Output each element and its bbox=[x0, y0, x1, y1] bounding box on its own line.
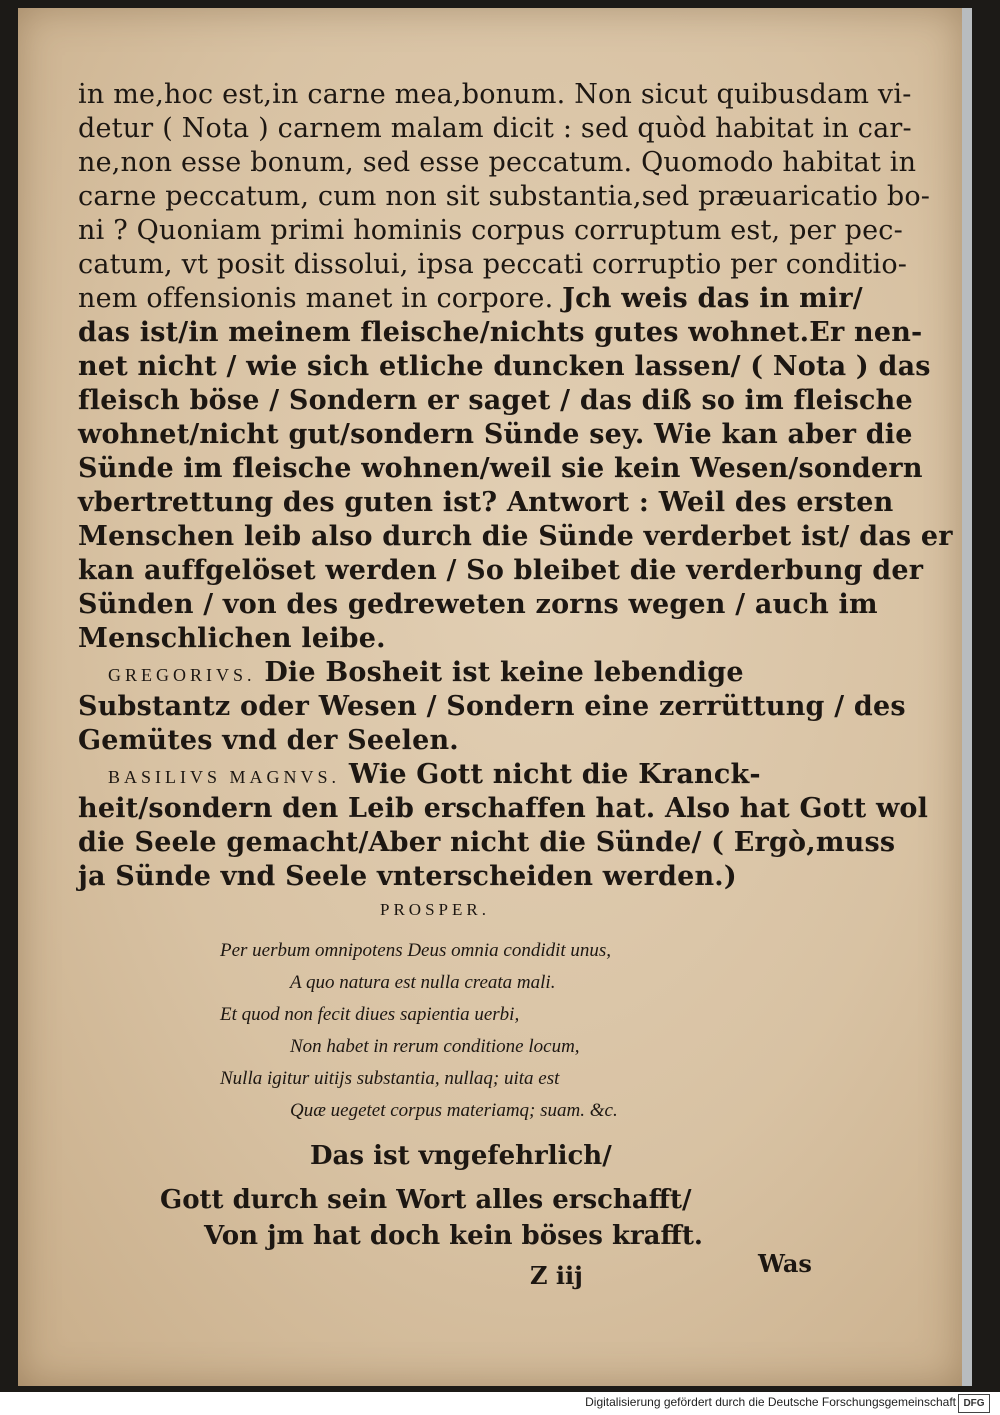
text-line: carne peccatum, cum non sit substantia,sed præuaricatio bo‐ bbox=[78, 181, 931, 212]
text-line: Sünde im fleische wohnen/weil sie kein Wesen/sondern bbox=[78, 453, 923, 484]
author-name: GREGORIVS. bbox=[108, 665, 256, 685]
latin-fragment: nem offensionis manet in corpore. bbox=[78, 283, 554, 314]
text-line: kan auffgelöset werden / So bleibet die verderbung der bbox=[78, 555, 924, 586]
quote-text: Die Bosheit ist keine lebendige bbox=[264, 657, 744, 688]
dfg-logo-icon: DFG bbox=[958, 1394, 990, 1413]
verse-line: Gott durch sein Wort alles erschafft/ bbox=[160, 1185, 692, 1215]
text-line: vbertrettung des guten ist? Antwort : Weil des ersten bbox=[78, 487, 894, 518]
footer-bar bbox=[0, 1392, 1000, 1415]
basilius-line bbox=[108, 758, 878, 794]
text-line: in me,hoc est,in carne mea,bonum. Non sicut quibusdam vi‐ bbox=[78, 79, 912, 110]
german-fragment: Jch weis das in mir/ bbox=[562, 283, 863, 314]
text-line bbox=[78, 282, 863, 316]
text-line: ne,non esse bonum, sed esse peccatum. Quomodo habitat in bbox=[78, 147, 917, 178]
text-line: ni ? Quoniam primi hominis corpus corruptum est, per pec‐ bbox=[78, 215, 903, 246]
quote-text: Wie Gott nicht die Kranck‐ bbox=[348, 759, 761, 790]
text-line: catum, vt posit dissolui, ipsa peccati corruptio per conditio‐ bbox=[78, 249, 908, 280]
gregorius-line bbox=[108, 656, 878, 692]
text-line: die Seele gemacht/Aber nicht die Sünde/ ( Ergò,muss bbox=[78, 827, 896, 858]
verse-line: Non habet in rerum conditione locum, bbox=[290, 1036, 580, 1057]
text-line: net nicht / wie sich etliche duncken lassen/ ( Nota ) das bbox=[78, 351, 931, 382]
text-line: Sünden / von des gedreweten zorns wegen / auch im bbox=[78, 589, 878, 620]
footer-credit: Digitalisierung gefördert durch die Deutsche Forschungsgemeinschaft bbox=[585, 1395, 956, 1409]
prosper-heading: PROSPER. bbox=[380, 900, 490, 919]
text-line: das ist/in meinem fleische/nichts gutes wohnet.Er nen‐ bbox=[78, 317, 923, 348]
text-line: detur ( Nota ) carnem malam dicit : sed quòd habitat in car‐ bbox=[78, 113, 912, 144]
page-edge bbox=[962, 8, 972, 1386]
verse-line: Quæ uegetet corpus materiamq; suam. &c. bbox=[290, 1100, 618, 1121]
text-line: heit/sondern den Leib erschaffen hat. Also hat Gott wol bbox=[78, 793, 929, 824]
author-name: BASILIVS MAGNVS. bbox=[108, 767, 341, 787]
catchword: Was bbox=[758, 1249, 812, 1278]
text-line: Substantz oder Wesen / Sondern eine zerrüttung / des bbox=[78, 691, 906, 722]
text-line: ja Sünde vnd Seele vnterscheiden werden.) bbox=[78, 861, 737, 892]
verse-line: A quo natura est nulla creata mali. bbox=[290, 972, 556, 993]
text-line: Gemütes vnd der Seelen. bbox=[78, 725, 459, 756]
verse-line: Nulla igitur uitijs substantia, nullaq; uita est bbox=[220, 1068, 560, 1089]
text-line: Menschen leib also durch die Sünde verderbet ist/ das er bbox=[78, 521, 953, 552]
text-line: Menschlichen leibe. bbox=[78, 623, 386, 654]
text-line: wohnet/nicht gut/sondern Sünde sey. Wie kan aber die bbox=[78, 419, 913, 450]
verse-intro: Das ist vngefehrlich/ bbox=[310, 1141, 612, 1171]
verse-line: Per uerbum omnipotens Deus omnia condidit unus, bbox=[220, 940, 612, 961]
verse-line: Et quod non fecit diues sapientia uerbi, bbox=[220, 1004, 520, 1025]
book-page bbox=[18, 8, 962, 1386]
verse-line: Von jm hat doch kein böses krafft. bbox=[204, 1221, 703, 1251]
signature-mark: Z iij bbox=[530, 1261, 583, 1290]
text-line: fleisch böse / Sondern er saget / das diß so im fleische bbox=[78, 385, 913, 416]
